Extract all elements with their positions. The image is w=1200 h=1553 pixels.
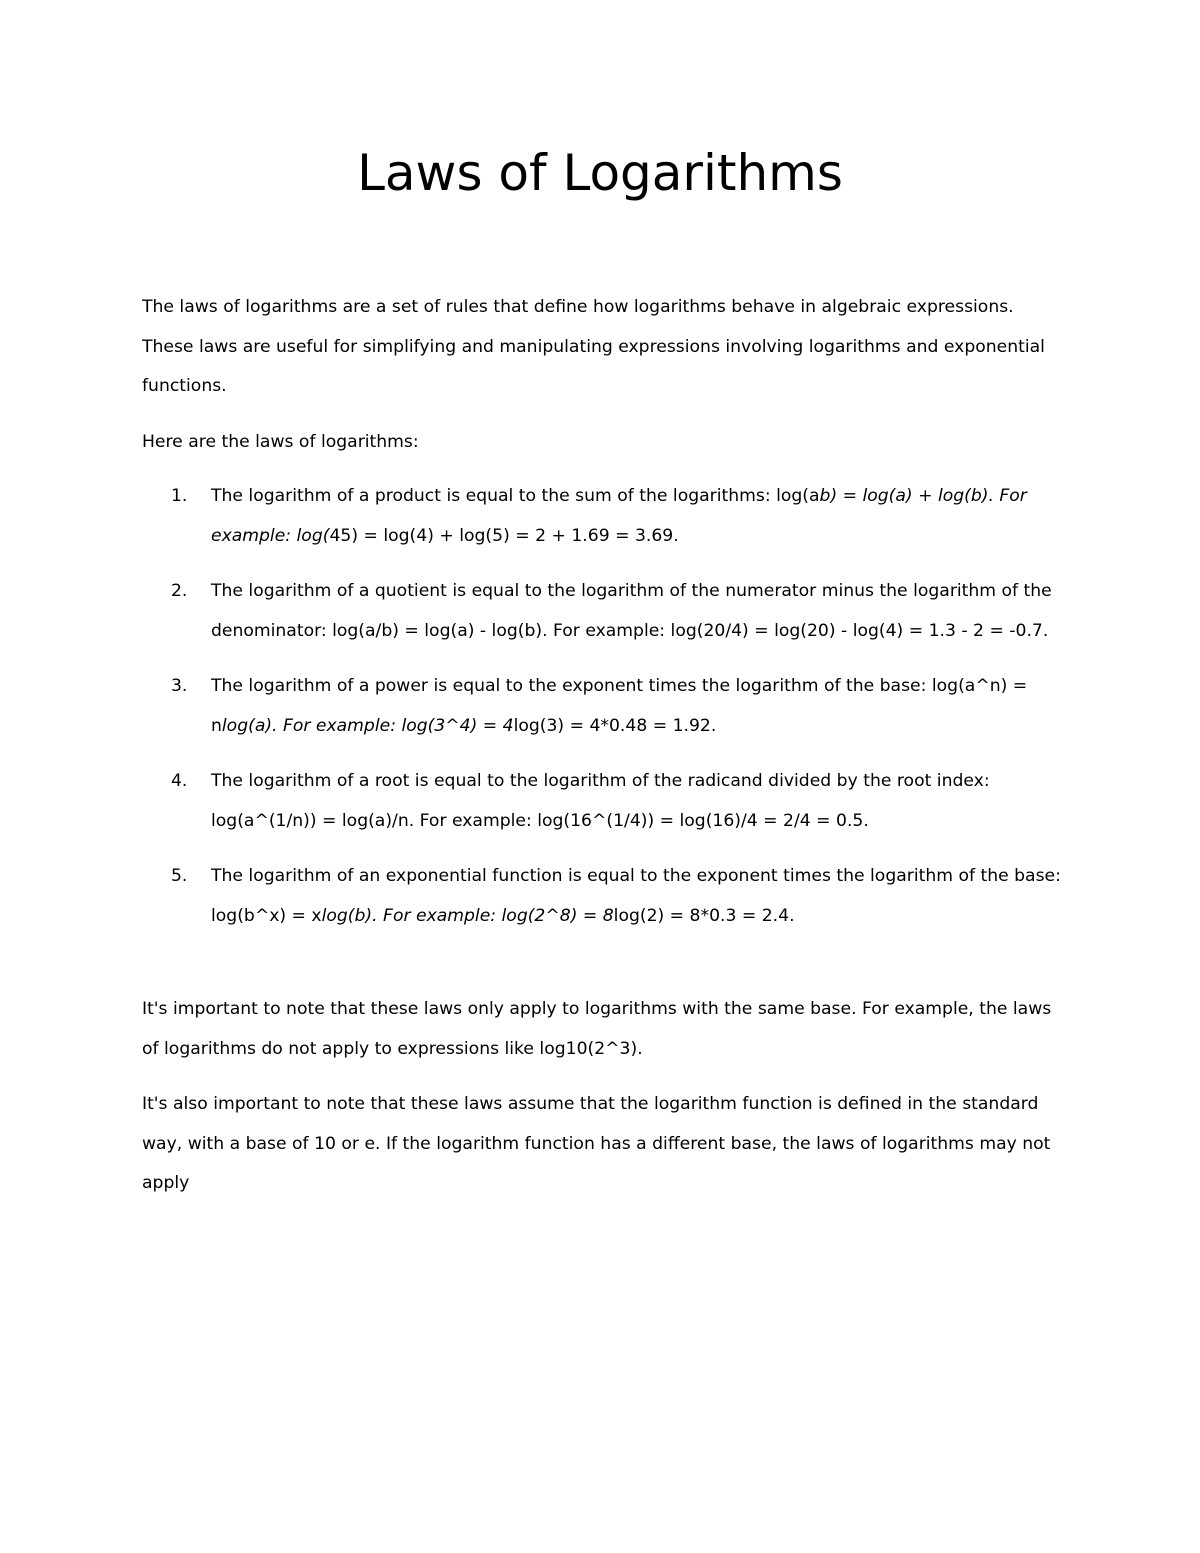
note-paragraph-1: It's important to note that these laws only apply to logarithms with the same base. For example, the laws of logarithms do not apply to expressions like log10(2^3). (142, 999, 1052, 1059)
law-item-5 (142, 857, 1062, 936)
lead-paragraph: Here are the laws of logarithms: (142, 432, 419, 452)
law-text: The logarithm of a quotient is equal to the logarithm of the numerator minus the logarithm of the denominator: log(a/b) = log(a) - log(b). For example: log(20/4) = log(20) - log(4) = 1.3 - 2 = -0.7. (211, 581, 1052, 641)
law-text-italic: log(a). For example: log(3^4) = 4 (221, 715, 514, 736)
intro-paragraph: The laws of logarithms are a set of rules that define how logarithms behave in algebraic expressions. These laws are useful for simplifying and manipulating expressions involving logarithms and exponential functions. (142, 297, 1045, 396)
law-text: 45) = log(4) + log(5) = 2 + 1.69 = 3.69. (329, 525, 679, 546)
list-number: 1. (171, 486, 188, 506)
law-item-3 (142, 667, 1062, 746)
law-item-1 (142, 477, 1062, 556)
law-text-italic: log(b). For example: log(2^8) = 8 (321, 905, 614, 926)
laws-list (142, 477, 1062, 952)
list-number: 5. (171, 866, 188, 886)
document-title: Laws of Logarithms (357, 144, 843, 202)
law-text: The logarithm of a product is equal to the sum of the logarithms: log(a (211, 486, 820, 506)
law-text: log(2) = 8*0.3 = 2.4. (613, 905, 795, 926)
law-text: The logarithm of a power is equal to the exponent times the logarithm of the base: log(a^n) = n (211, 676, 1028, 736)
law-text: The logarithm of an exponential function is equal to the exponent times the logarithm of the base: log(b^x) = x (211, 866, 1061, 926)
law-text: The logarithm of a root is equal to the logarithm of the radicand divided by the root index: log(a^(1/n)) = log(a)/n. For example: log(16^(1/4)) = log(16)/4 = 2/4 = 0.5. (211, 771, 990, 831)
note-paragraph-2: It's also important to note that these laws assume that the logarithm function is defined in the standard way, with a base of 10 or e. If the logarithm function has a different base, the laws of logarithms may not apply (142, 1094, 1051, 1193)
law-item-4 (142, 762, 1062, 841)
law-text-italic: b) = log(a) + log(b). For example: log( (211, 486, 1027, 546)
list-number: 3. (171, 676, 188, 696)
list-number: 4. (171, 771, 188, 791)
law-text: log(3) = 4*0.48 = 1.92. (513, 715, 717, 736)
list-number: 2. (171, 581, 188, 601)
law-item-2 (142, 572, 1062, 651)
